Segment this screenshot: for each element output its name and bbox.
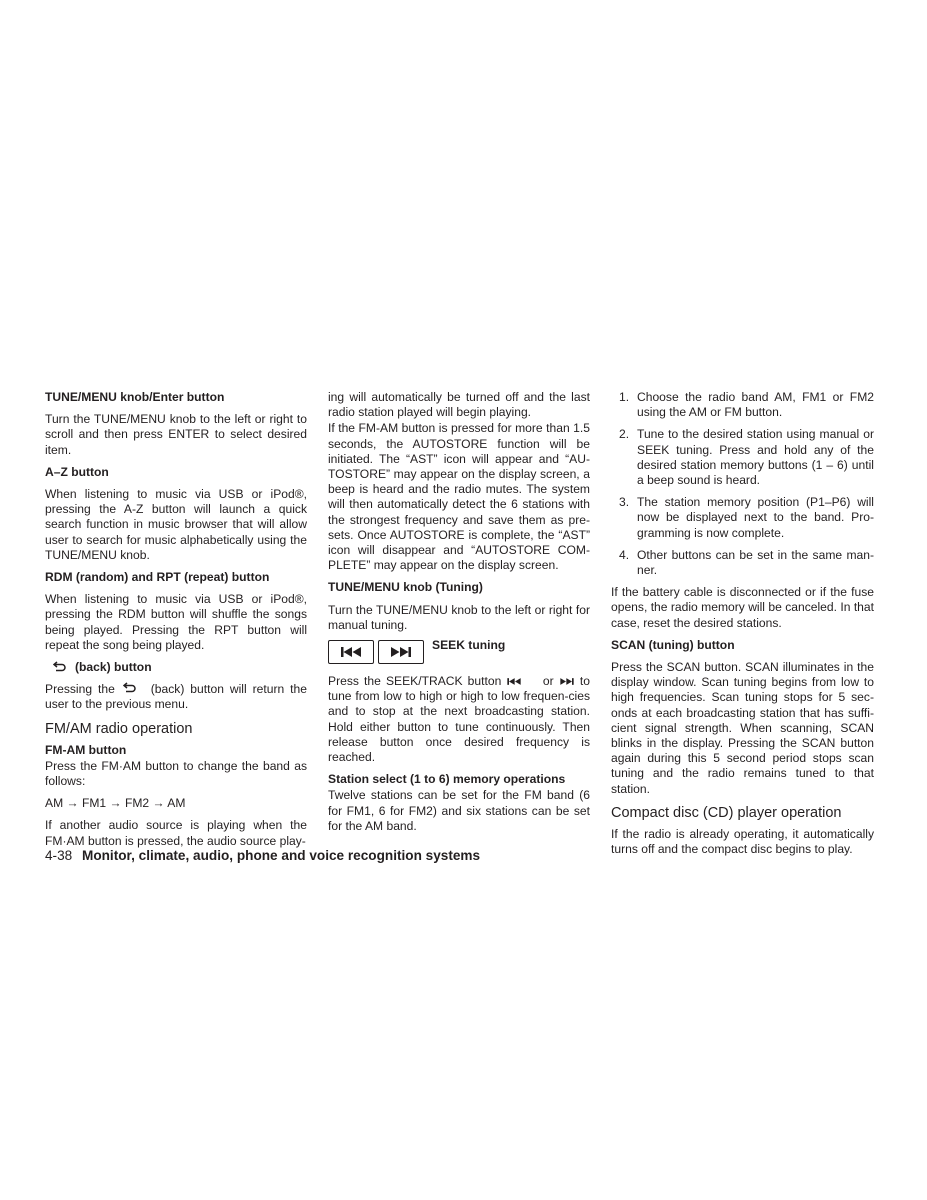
chapter-title: Monitor, climate, audio, phone and voice recognition systems bbox=[82, 848, 481, 863]
list-item: 1. Choose the radio band AM, FM1 or FM2 using the AM or FM button. bbox=[619, 390, 874, 420]
list-item: 4. Other buttons can be set in the same man-ner. bbox=[619, 547, 874, 578]
scan-text: Press the SCAN button. SCAN illuminates in the display window. Scan tuning begins from low to high frequencies. Scan tuning stops for 5 sec-onds at each broadcasting station that has suffi-cient signal strength. When scanning, SCAN blinks in the display. Pressing the SCAN button again during this 5 second period stops scan tuning and the radio remains tuned to that station. bbox=[611, 660, 874, 796]
tune-enter-text: Turn the TUNE/MENU knob to the left or right to scroll and then press ENTER to select desired item. bbox=[45, 412, 307, 457]
rdm-text: When listening to music via USB or iPod®, pressing the RDM button will shuffle the songs being played. Pressing the RPT button will repeat the song being played. bbox=[45, 592, 307, 652]
page-number: 4-38 bbox=[45, 848, 73, 863]
station-select-text: Twelve stations can be set for the FM band (6 for FM1, 6 for FM2) and six stations can be set for the AM band. bbox=[328, 788, 590, 833]
seek-button-row bbox=[328, 640, 590, 664]
scan-heading: SCAN (tuning) button bbox=[611, 637, 735, 652]
back-arrow-icon bbox=[115, 682, 145, 697]
tune-tuning-text: Turn the TUNE/MENU knob to the left or right for manual tuning. bbox=[328, 602, 590, 632]
seek-back-icon bbox=[506, 677, 522, 686]
rdm-heading: RDM (random) and RPT (repeat) button bbox=[45, 570, 270, 585]
autostore-text: If the FM-AM button is pressed for more than 1.5 seconds, the AUTOSTORE function will be initiated. The “AST” icon will appear and “AU-TOSTORE” may appear on the display screen, a beep is heard and the radio mutes. The system will then automatically detect the 6 stations with the strongest frequency and save them as pre-sets. Once AUTOSTORE is complete, the “AST” icon will disappear and “AUTOSTORE COM-PLETE” may appear on the display screen. bbox=[328, 421, 590, 573]
seek-forward-icon bbox=[559, 677, 575, 686]
seek-text bbox=[328, 674, 590, 765]
column-2 bbox=[328, 390, 590, 841]
fmam-section-title: FM/AM radio operation bbox=[45, 720, 193, 737]
station-select-heading: Station select (1 to 6) memory operations bbox=[328, 772, 566, 787]
cd-section-title: Compact disc (CD) player operation bbox=[611, 804, 842, 821]
back-text bbox=[45, 682, 307, 712]
list-item: 3. The station memory position (P1–P6) will now be displayed next to the band. Pro-gramming is now complete. bbox=[619, 495, 874, 540]
fmam-button-heading: FM-AM button bbox=[45, 742, 127, 757]
seek-tuning-label: SEEK tuning bbox=[432, 638, 506, 653]
page-footer bbox=[45, 847, 480, 864]
tune-tuning-heading: TUNE/MENU knob (Tuning) bbox=[328, 580, 483, 595]
list-item: 2. Tune to the desired station using manual or SEEK tuning. Press and hold any of the desired station memory buttons (1 – 6) until a beep sound is heard. bbox=[619, 427, 874, 488]
seek-back-icon bbox=[339, 646, 363, 658]
cd-text: If the radio is already operating, it automatically turns off and the compact disc begins to play. bbox=[611, 826, 874, 857]
seek-text-b: to tune from low to high or high to low frequen-cies and to stop at the next broadcasting station. Hold either button to tune continuously. Then release button once desired frequency is reached. bbox=[328, 674, 590, 765]
back-heading: (back) button bbox=[75, 660, 152, 675]
seek-back-button-graphic bbox=[328, 640, 374, 664]
tune-enter-heading: TUNE/MENU knob/Enter button bbox=[45, 390, 225, 404]
memory-steps-list bbox=[611, 390, 874, 578]
az-text: When listening to music via USB or iPod®, pressing the A-Z button will launch a quick search function in music browser that will allow user to search for music alphabetically using the TUNE/MENU knob. bbox=[45, 487, 307, 562]
seek-forward-icon bbox=[389, 646, 413, 658]
fmam-button-text: Press the FM·AM button to change the band as follows: bbox=[45, 758, 307, 789]
continued-text: ing will automatically be turned off and the last radio station played will begin playing. bbox=[328, 390, 590, 420]
column-3 bbox=[611, 390, 874, 864]
seek-text-a: Press the SEEK/TRACK button bbox=[328, 674, 502, 689]
back-heading-row bbox=[45, 660, 307, 675]
back-text-b: (back) button will return the user to the previous menu. bbox=[45, 682, 307, 712]
az-heading: A–Z button bbox=[45, 464, 109, 479]
seek-text-or: or bbox=[542, 674, 554, 689]
seek-forward-button-graphic bbox=[378, 640, 424, 664]
band-sequence: AM → FM1 → FM2 → AM bbox=[45, 796, 186, 811]
back-text-a: Pressing the bbox=[45, 682, 115, 697]
other-source-text: If another audio source is playing when the FM·AM button is pressed, the audio source play- bbox=[45, 818, 307, 848]
battery-text: If the battery cable is disconnected or if the fuse opens, the radio memory will be canceled. In that case, reset the desired stations. bbox=[611, 585, 874, 630]
back-arrow-icon bbox=[45, 660, 75, 675]
column-1 bbox=[45, 390, 307, 856]
